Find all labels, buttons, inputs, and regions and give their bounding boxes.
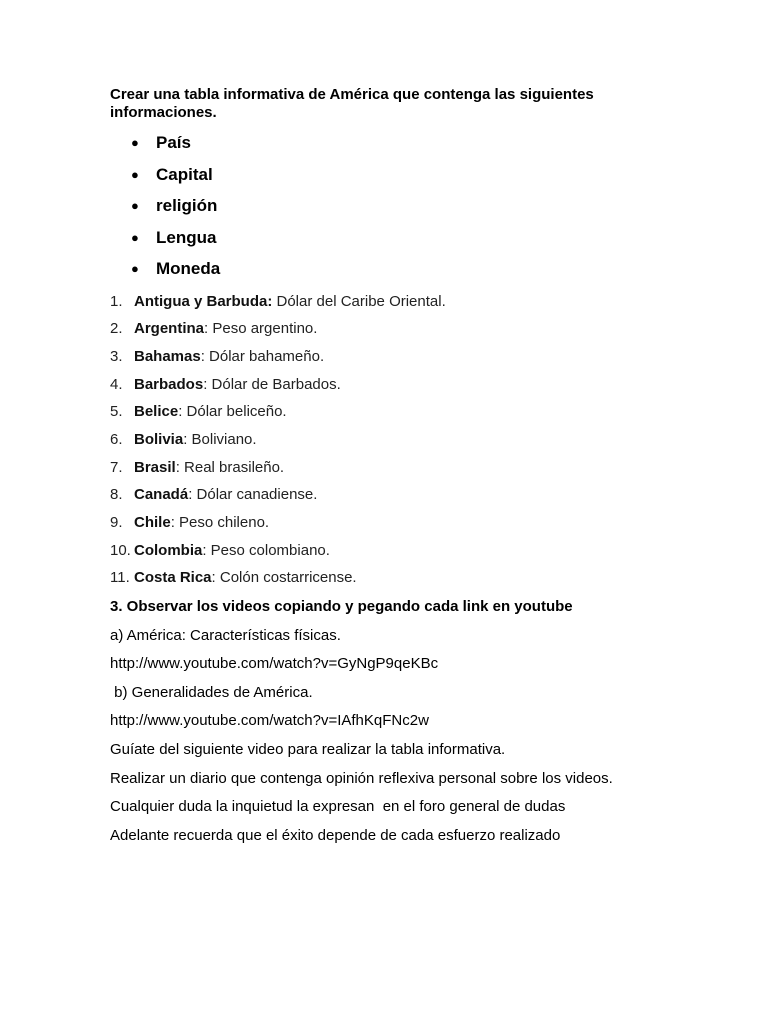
country-item bbox=[110, 398, 670, 426]
bullet-label: Capital bbox=[156, 164, 213, 184]
item-number: 10. bbox=[110, 541, 131, 559]
video-b-label: b) Generalidades de América. bbox=[110, 683, 313, 701]
country-item bbox=[110, 481, 670, 509]
item-number: 8. bbox=[110, 486, 123, 504]
country-item bbox=[110, 454, 670, 482]
bullet-label: religión bbox=[156, 196, 218, 215]
currency-text: : Colón costarricense. bbox=[211, 569, 357, 587]
bullet-dot-icon: ● bbox=[131, 135, 139, 150]
bullet-dot-icon: ● bbox=[131, 261, 139, 276]
country-item bbox=[110, 426, 670, 454]
diary-instruction: Realizar un diario que contenga opinión reflexiva personal sobre los videos. bbox=[110, 769, 613, 787]
item-number: 11. bbox=[110, 569, 130, 587]
country-name: Argentina bbox=[134, 320, 205, 338]
item-number: 3. bbox=[110, 347, 123, 365]
country-name: Brasil bbox=[134, 458, 176, 476]
currency-text: : Dólar canadiense. bbox=[188, 486, 318, 504]
bullet-dot-icon: ● bbox=[131, 229, 139, 245]
item-number: 6. bbox=[110, 430, 123, 448]
bullet-label: País bbox=[156, 133, 191, 152]
item-number: 1. bbox=[110, 292, 123, 310]
item-number: 2. bbox=[110, 320, 123, 338]
currency-text: : Dólar de Barbados. bbox=[203, 375, 341, 393]
bullet-item bbox=[110, 190, 670, 222]
document-page bbox=[110, 86, 670, 850]
country-item bbox=[110, 509, 670, 537]
currency-text: : Peso argentino. bbox=[204, 320, 318, 338]
country-name: Barbados bbox=[134, 375, 204, 393]
video-a-label: a) América: Características físicas. bbox=[110, 626, 341, 644]
country-item bbox=[110, 564, 670, 592]
assignment-heading: Crear una tabla informativa de América que contenga las siguientes informaciones. bbox=[110, 86, 594, 121]
country-name: Canadá bbox=[134, 486, 189, 504]
item-number: 7. bbox=[110, 458, 123, 476]
item-number: 9. bbox=[110, 514, 123, 531]
currency-text: : Dólar beliceño. bbox=[178, 403, 287, 421]
country-item bbox=[110, 315, 670, 343]
country-item bbox=[110, 343, 670, 371]
country-name: Costa Rica bbox=[134, 569, 212, 587]
country-item bbox=[110, 537, 670, 565]
video-a-link[interactable]: http://www.youtube.com/watch?v=GyNgP9qeKBc bbox=[110, 655, 439, 673]
country-name: Colombia bbox=[134, 541, 203, 559]
bullet-dot-icon: ● bbox=[131, 166, 139, 182]
country-name: Chile bbox=[134, 514, 171, 531]
bullet-label: Moneda bbox=[156, 259, 221, 278]
item-number: 5. bbox=[110, 403, 123, 421]
bullet-item bbox=[110, 159, 670, 191]
bullet-item bbox=[110, 253, 670, 285]
bullet-item bbox=[110, 222, 670, 254]
closing-message: Adelante recuerda que el éxito depende de cada esfuerzo realizado bbox=[110, 826, 561, 844]
video-b-link[interactable]: http://www.youtube.com/watch?v=IAfhKqFNc2w bbox=[110, 712, 429, 730]
doubts-instruction: Cualquier duda la inquietud la expresan en el foro general de dudas bbox=[110, 798, 566, 816]
item-number: 4. bbox=[110, 375, 123, 393]
country-name: Antigua y Barbuda: bbox=[134, 292, 273, 310]
country-name: Belice bbox=[134, 403, 179, 421]
section-3-title: 3. Observar los videos copiando y pegando cada link en youtube bbox=[110, 598, 573, 616]
country-name: Bahamas bbox=[134, 347, 201, 365]
bullet-item bbox=[110, 127, 670, 159]
guide-text: Guíate del siguiente video para realizar la tabla informativa. bbox=[110, 741, 506, 759]
bullet-dot-icon: ● bbox=[131, 198, 139, 213]
currency-text: : Boliviano. bbox=[183, 430, 257, 448]
country-name: Bolivia bbox=[134, 430, 184, 448]
currency-text: : Dólar bahameño. bbox=[200, 347, 325, 365]
currency-text: : Peso chileno. bbox=[170, 514, 270, 531]
bullet-label: Lengua bbox=[156, 227, 217, 247]
country-item bbox=[110, 288, 670, 316]
countries-currency-list bbox=[110, 288, 670, 593]
currency-text: Dólar del Caribe Oriental. bbox=[272, 292, 446, 310]
fields-bullet-list bbox=[110, 127, 670, 285]
currency-text: : Real brasileño. bbox=[175, 458, 285, 476]
country-item bbox=[110, 371, 670, 399]
currency-text: : Peso colombiano. bbox=[202, 541, 330, 559]
